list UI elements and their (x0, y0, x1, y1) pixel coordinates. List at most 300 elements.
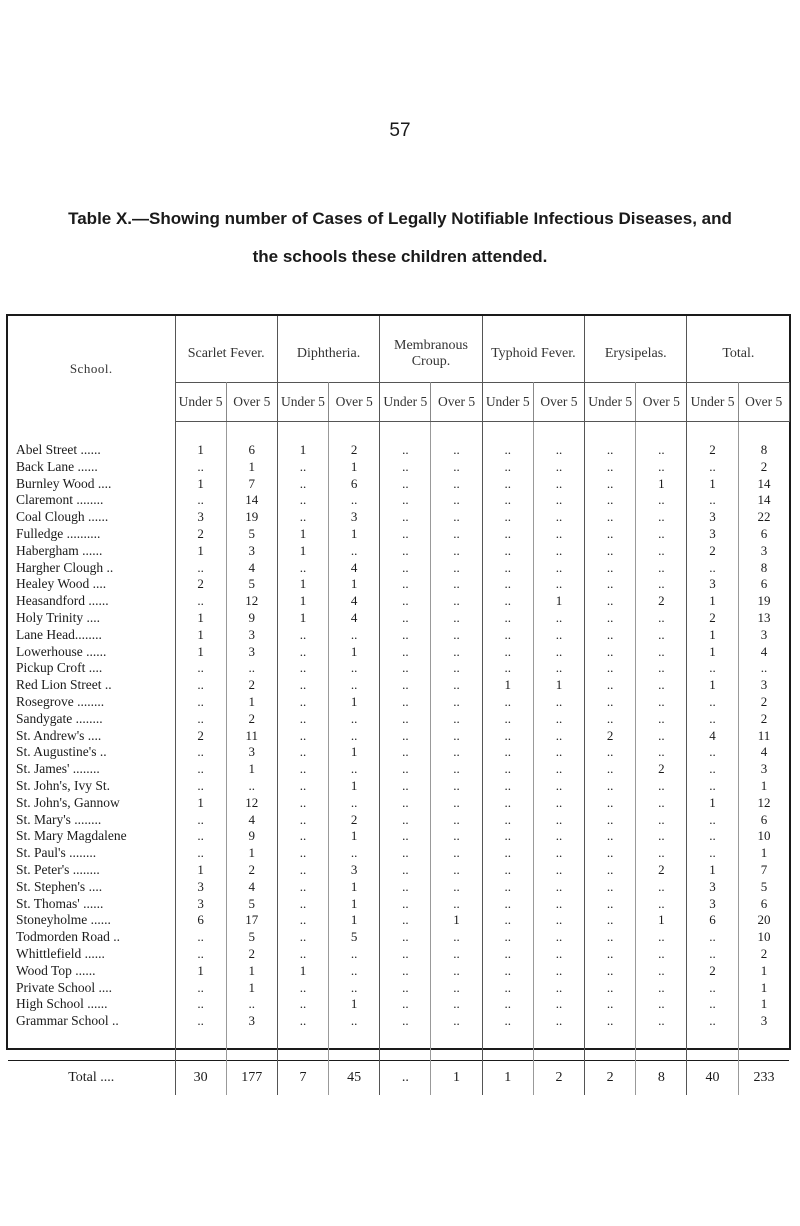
count-cell: .. (482, 492, 533, 509)
school-name: Coal Clough ...... (8, 509, 175, 526)
count-cell: .. (431, 862, 482, 879)
count-cell: 2 (329, 442, 380, 459)
count-cell: .. (431, 778, 482, 795)
school-name: Lane Head........ (8, 627, 175, 644)
count-cell: 1 (329, 694, 380, 711)
school-name: Private School .... (8, 980, 175, 997)
count-cell: 22 (757, 509, 771, 525)
count-cell: 1 (277, 543, 328, 560)
count-cell: .. (687, 812, 738, 829)
count-cell: .. (533, 912, 584, 929)
count-cell: .. (533, 711, 584, 728)
table-row (8, 610, 789, 627)
count-cell: .. (226, 996, 277, 1013)
table-row (8, 627, 789, 644)
count-cell: 2 (175, 728, 226, 745)
count-cell: .. (380, 442, 431, 459)
total-cell: 2 (533, 1060, 584, 1095)
count-cell: .. (431, 677, 482, 694)
count-cell: .. (482, 778, 533, 795)
table-row (8, 526, 789, 543)
count-cell: .. (380, 728, 431, 745)
count-cell: .. (636, 509, 687, 526)
count-cell: .. (687, 660, 738, 677)
count-cell: 1 (687, 677, 738, 694)
count-cell: .. (431, 963, 482, 980)
table-row (8, 593, 789, 610)
count-cell: .. (585, 778, 636, 795)
count-cell: .. (533, 728, 584, 745)
count-cell: .. (380, 694, 431, 711)
count-cell: 2 (226, 711, 277, 728)
count-cell: .. (175, 845, 226, 862)
school-name: St. Stephen's .... (8, 879, 175, 896)
count-cell: .. (175, 996, 226, 1013)
count-cell: 4 (687, 728, 738, 745)
count-cell: .. (482, 845, 533, 862)
school-name: Sandygate ........ (8, 711, 175, 728)
count-cell: .. (380, 576, 431, 593)
school-name: Whittlefield ...... (8, 946, 175, 963)
count-cell: 1 (226, 845, 277, 862)
count-cell: 1 (226, 459, 277, 476)
count-cell: .. (533, 610, 584, 627)
count-cell: .. (482, 946, 533, 963)
count-cell: .. (636, 980, 687, 997)
count-cell: 3 (760, 626, 768, 642)
count-cell: .. (585, 812, 636, 829)
count-cell: .. (533, 812, 584, 829)
count-cell: 9 (226, 828, 277, 845)
count-cell: .. (585, 929, 636, 946)
count-cell: .. (482, 896, 533, 913)
count-cell: .. (329, 660, 380, 677)
count-cell: .. (431, 627, 482, 644)
table-row (8, 442, 789, 459)
count-cell: .. (636, 845, 687, 862)
count-cell: .. (431, 929, 482, 946)
count-cell: 1 (687, 593, 738, 610)
count-cell: .. (175, 946, 226, 963)
subheader-under-5: Under 5 (175, 383, 226, 422)
total-cell: 233 (738, 1060, 789, 1095)
count-cell: .. (585, 963, 636, 980)
count-cell: .. (636, 711, 687, 728)
count-cell: .. (277, 795, 328, 812)
count-cell: .. (636, 576, 687, 593)
count-cell: .. (636, 963, 687, 980)
count-cell: .. (431, 812, 482, 829)
school-name: Heasandford ...... (8, 593, 175, 610)
count-cell: .. (380, 560, 431, 577)
count-cell: .. (380, 929, 431, 946)
count-cell: .. (482, 526, 533, 543)
count-cell: .. (636, 492, 687, 509)
count-cell: .. (636, 828, 687, 845)
count-cell: 1 (226, 980, 277, 997)
count-cell: .. (380, 980, 431, 997)
count-cell: .. (585, 476, 636, 493)
count-cell: .. (277, 912, 328, 929)
school-header: School. (8, 316, 175, 422)
count-cell: .. (687, 459, 738, 476)
count-cell: .. (585, 576, 636, 593)
school-name: Pickup Croft .... (8, 660, 175, 677)
count-cell: .. (636, 627, 687, 644)
count-cell: 5 (329, 929, 380, 946)
count-cell: .. (431, 728, 482, 745)
count-cell: 1 (329, 879, 380, 896)
subheader-under-5: Under 5 (585, 383, 636, 422)
count-cell: 11 (226, 728, 277, 745)
school-name: Back Lane ...... (8, 459, 175, 476)
count-cell: 2 (175, 526, 226, 543)
count-cell: .. (687, 996, 738, 1013)
count-cell: 5 (226, 526, 277, 543)
count-cell: .. (636, 644, 687, 661)
count-cell: 1 (329, 526, 380, 543)
table-row (8, 459, 789, 476)
total-cell: 7 (277, 1060, 328, 1095)
school-name: Habergham ...... (8, 543, 175, 560)
count-cell: 2 (226, 946, 277, 963)
count-cell: 6 (760, 895, 768, 911)
count-cell: .. (636, 896, 687, 913)
count-cell: 2 (687, 543, 738, 560)
count-cell: 3 (329, 862, 380, 879)
count-cell: .. (482, 812, 533, 829)
count-cell: .. (380, 526, 431, 543)
count-cell: .. (482, 996, 533, 1013)
table-row (8, 509, 789, 526)
count-cell: .. (175, 660, 226, 677)
count-cell: .. (380, 677, 431, 694)
count-cell: .. (431, 896, 482, 913)
count-cell: .. (431, 459, 482, 476)
count-cell: 1 (226, 761, 277, 778)
count-cell: 3 (329, 509, 380, 526)
count-cell: .. (431, 946, 482, 963)
count-cell: .. (329, 627, 380, 644)
count-cell: .. (482, 761, 533, 778)
count-cell: .. (431, 1013, 482, 1030)
count-cell: .. (636, 812, 687, 829)
subheader-under-5: Under 5 (482, 383, 533, 422)
count-cell: .. (533, 845, 584, 862)
count-cell: .. (380, 543, 431, 560)
count-cell: .. (431, 711, 482, 728)
table-row (8, 946, 789, 963)
count-cell: .. (636, 795, 687, 812)
count-cell: .. (329, 543, 380, 560)
count-cell: 3 (175, 509, 226, 526)
count-cell: 1 (175, 610, 226, 627)
count-cell: .. (277, 728, 328, 745)
count-cell: 2 (760, 693, 768, 709)
count-cell: .. (585, 862, 636, 879)
count-cell: .. (585, 442, 636, 459)
count-cell: 1 (431, 912, 482, 929)
count-cell: 2 (687, 442, 738, 459)
count-cell: .. (277, 509, 328, 526)
count-cell: .. (277, 627, 328, 644)
count-cell: .. (636, 929, 687, 946)
count-cell: .. (585, 509, 636, 526)
count-cell: .. (175, 929, 226, 946)
count-cell: .. (380, 744, 431, 761)
total-cell: 40 (687, 1060, 738, 1095)
count-cell: .. (585, 845, 636, 862)
count-cell: .. (329, 711, 380, 728)
group-header-scarlet-fever: Scarlet Fever. (175, 316, 277, 383)
count-cell: .. (687, 980, 738, 997)
count-cell: .. (636, 778, 687, 795)
count-cell: .. (277, 476, 328, 493)
school-name: Fulledge .......... (8, 526, 175, 543)
total-cell: 2 (585, 1060, 636, 1095)
school-name: Healey Wood .... (8, 576, 175, 593)
count-cell: .. (175, 1013, 226, 1030)
count-cell: .. (431, 526, 482, 543)
count-cell: .. (585, 492, 636, 509)
count-cell: 1 (277, 576, 328, 593)
count-cell: .. (431, 660, 482, 677)
table-row (8, 543, 789, 560)
count-cell: .. (585, 526, 636, 543)
total-cell: 177 (226, 1060, 277, 1095)
count-cell: 8 (760, 442, 768, 457)
count-cell: 1 (533, 677, 584, 694)
count-cell: 19 (226, 509, 277, 526)
count-cell: 3 (687, 526, 738, 543)
school-name: St. James' ........ (8, 761, 175, 778)
count-cell: .. (482, 627, 533, 644)
count-cell: .. (636, 694, 687, 711)
count-cell: .. (431, 610, 482, 627)
count-cell: 6 (175, 912, 226, 929)
count-cell: .. (585, 543, 636, 560)
subheader-over-5: Over 5 (329, 383, 380, 422)
count-cell: .. (175, 560, 226, 577)
total-cell: .. (380, 1060, 431, 1095)
total-cell: 1 (431, 1060, 482, 1095)
count-cell: .. (636, 560, 687, 577)
count-cell: .. (585, 694, 636, 711)
count-cell: 2 (226, 862, 277, 879)
count-cell: 1 (329, 459, 380, 476)
count-cell: .. (533, 778, 584, 795)
count-cell: .. (687, 744, 738, 761)
count-cell: .. (175, 980, 226, 997)
count-cell: .. (380, 828, 431, 845)
count-cell: .. (533, 627, 584, 644)
count-cell: .. (175, 459, 226, 476)
count-cell: 6 (760, 811, 768, 827)
group-header-total: Total. (722, 346, 755, 361)
count-cell: 2 (636, 862, 687, 879)
count-cell: .. (277, 812, 328, 829)
count-cell: .. (380, 812, 431, 829)
caption-line-1: Table X.—Showing number of Cases of Legally Notifiable Infectious Diseases, and (68, 209, 732, 228)
count-cell: 3 (687, 509, 738, 526)
table-row (8, 929, 789, 946)
table-row (8, 711, 789, 728)
count-cell: .. (380, 778, 431, 795)
count-cell: 2 (585, 728, 636, 745)
count-cell: 2 (636, 761, 687, 778)
school-name: Rosegrove ........ (8, 694, 175, 711)
count-cell: .. (533, 644, 584, 661)
count-cell: .. (329, 677, 380, 694)
count-cell: .. (482, 610, 533, 627)
count-cell: 3 (687, 576, 738, 593)
count-cell: .. (636, 996, 687, 1013)
count-cell: .. (431, 560, 482, 577)
count-cell: .. (175, 492, 226, 509)
count-cell: .. (585, 946, 636, 963)
count-cell: .. (482, 509, 533, 526)
count-cell: 3 (760, 1013, 768, 1029)
count-cell: 1 (760, 979, 768, 995)
count-cell: .. (380, 896, 431, 913)
count-cell: .. (533, 509, 584, 526)
count-cell: .. (380, 912, 431, 929)
count-cell: .. (636, 660, 687, 677)
count-cell: .. (482, 694, 533, 711)
subheader-over-5: Over 5 (636, 383, 687, 422)
count-cell: 14 (757, 475, 771, 491)
count-cell: 4 (226, 879, 277, 896)
count-cell: 1 (277, 526, 328, 543)
count-cell: .. (277, 1013, 328, 1030)
count-cell: 10 (757, 929, 771, 945)
count-cell: .. (636, 744, 687, 761)
school-name: Abel Street ...... (8, 442, 175, 459)
table-row (8, 576, 789, 593)
count-cell: .. (585, 677, 636, 694)
count-cell: 3 (226, 543, 277, 560)
group-header-typhoid-fever: Typhoid Fever. (482, 316, 584, 383)
count-cell: 1 (329, 576, 380, 593)
count-cell: .. (482, 912, 533, 929)
count-cell: .. (687, 694, 738, 711)
count-cell: .. (636, 543, 687, 560)
count-cell: .. (533, 795, 584, 812)
count-cell: 2 (760, 458, 768, 474)
count-cell: 5 (226, 929, 277, 946)
count-cell: .. (585, 1013, 636, 1030)
count-cell: .. (585, 593, 636, 610)
count-cell: .. (277, 744, 328, 761)
count-cell: 1 (636, 912, 687, 929)
school-name: High School ...... (8, 996, 175, 1013)
count-cell: .. (277, 644, 328, 661)
count-cell: 1 (329, 896, 380, 913)
count-cell: .. (533, 963, 584, 980)
subheader-over-5: Over 5 (431, 383, 482, 422)
count-cell: .. (431, 828, 482, 845)
count-cell: 2 (687, 610, 738, 627)
count-cell: 1 (277, 593, 328, 610)
subheader-under-5: Under 5 (687, 383, 738, 422)
count-cell: .. (533, 526, 584, 543)
table-row (8, 476, 789, 493)
count-cell: .. (175, 828, 226, 845)
count-cell: .. (585, 744, 636, 761)
count-cell: .. (533, 980, 584, 997)
table-row (8, 728, 789, 745)
table-row (8, 879, 789, 896)
count-cell: 1 (277, 610, 328, 627)
count-cell: .. (277, 492, 328, 509)
school-name: Grammar School .. (8, 1013, 175, 1030)
count-cell: .. (687, 492, 738, 509)
count-cell: 3 (226, 744, 277, 761)
table-row (8, 828, 789, 845)
count-cell: 3 (687, 896, 738, 913)
count-cell: .. (482, 560, 533, 577)
count-cell: .. (277, 711, 328, 728)
count-cell: .. (533, 828, 584, 845)
count-cell: .. (585, 795, 636, 812)
count-cell: 3 (687, 879, 738, 896)
count-cell: 1 (175, 627, 226, 644)
count-cell: .. (585, 560, 636, 577)
count-cell: .. (482, 442, 533, 459)
count-cell: 1 (226, 963, 277, 980)
count-cell: 4 (226, 812, 277, 829)
count-cell: .. (533, 543, 584, 560)
count-cell: .. (380, 795, 431, 812)
count-cell: .. (431, 694, 482, 711)
table-row (8, 912, 789, 929)
count-cell: .. (380, 845, 431, 862)
count-cell: 20 (757, 912, 771, 928)
count-cell: .. (329, 492, 380, 509)
count-cell: .. (226, 660, 277, 677)
count-cell: .. (329, 946, 380, 963)
count-cell: .. (533, 879, 584, 896)
count-cell: .. (585, 996, 636, 1013)
count-cell: .. (380, 761, 431, 778)
table-row (8, 812, 789, 829)
count-cell: .. (585, 828, 636, 845)
table-caption (40, 200, 760, 276)
total-label: Total .... (8, 1060, 175, 1095)
count-cell: .. (431, 509, 482, 526)
count-cell: .. (380, 1013, 431, 1030)
count-cell: .. (636, 442, 687, 459)
count-cell: .. (482, 862, 533, 879)
count-cell: 3 (760, 542, 768, 558)
school-name: St. Augustine's .. (8, 744, 175, 761)
count-cell: 4 (760, 643, 768, 659)
count-cell: .. (431, 492, 482, 509)
count-cell: 10 (757, 828, 771, 844)
group-header-erysipelas: Erysipelas. (585, 316, 687, 383)
count-cell: 4 (329, 610, 380, 627)
group-header-row (8, 316, 789, 383)
count-cell: 1 (687, 476, 738, 493)
table-row (8, 795, 789, 812)
count-cell: .. (636, 879, 687, 896)
total-cell: 45 (329, 1060, 380, 1095)
count-cell: .. (482, 1013, 533, 1030)
count-cell: .. (380, 459, 431, 476)
count-cell: .. (482, 543, 533, 560)
school-name: Red Lion Street .. (8, 677, 175, 694)
count-cell: 6 (760, 525, 768, 541)
